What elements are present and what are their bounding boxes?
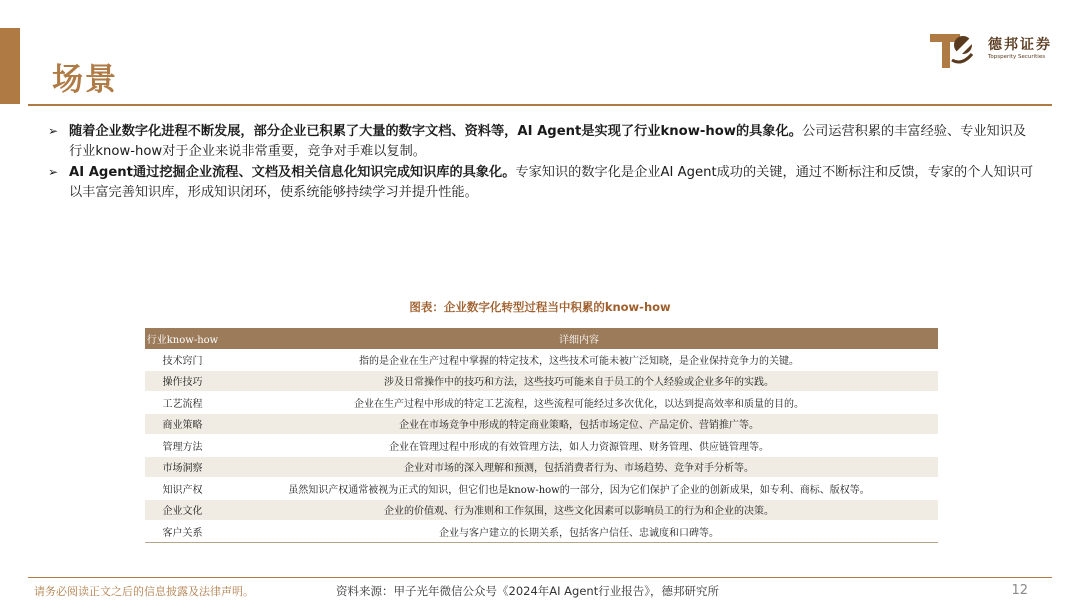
bullet-text: 公司运营积累的丰富经验、专业知识及行业know-how对于企业来说非常重要，竞争对手难以复制。 (69, 124, 1027, 159)
bullet-item (48, 163, 1038, 202)
bullet-text: 专家知识的数字化是企业AI Agent成功的关键，通过不断标注和反馈，专家的个人知识可以丰富完善知识库，形成知识闭环，使系统能够持续学习并提升性能。 (69, 165, 1034, 200)
bullet-bold-text: AI Agent通过挖掘企业流程、文档及相关信息化知识完成知识库的具象化。 (69, 165, 516, 180)
company-logo (930, 30, 1060, 72)
category-cell: 市场洞察 (145, 456, 220, 478)
logo-name-cn: 德邦证券 (988, 37, 1052, 53)
table-header-row (145, 328, 938, 349)
figure-caption: 图表：企业数字化转型过程当中积累的know-how (409, 300, 671, 314)
category-cell: 客户关系 (145, 521, 220, 543)
category-cell: 管理方法 (145, 435, 220, 457)
page-title: 场景 (52, 62, 118, 98)
table-row (145, 478, 938, 500)
logo-mark-icon (930, 30, 976, 70)
detail-cell: 企业对市场的深入理解和预测，包括消费者行为、市场趋势、竞争对手分析等。 (220, 456, 938, 478)
footer-divider (28, 577, 1052, 578)
detail-cell: 企业在管理过程中形成的有效管理方法，如人力资源管理、财务管理、供应链管理等。 (220, 435, 938, 457)
category-cell: 商业策略 (145, 413, 220, 435)
bullet-list (48, 122, 1038, 204)
table-row (145, 413, 938, 435)
category-cell: 操作技巧 (145, 370, 220, 392)
category-cell: 技术窍门 (145, 349, 220, 370)
footer-source: 资料来源：甲子光年微信公众号《2024年AI Agent行业报告》，德邦研究所 (336, 584, 719, 598)
table-row (145, 349, 938, 370)
table-row (145, 456, 938, 478)
detail-cell: 企业的价值观、行为准则和工作氛围，这些文化因素可以影响员工的行为和企业的决策。 (220, 499, 938, 521)
detail-cell: 虽然知识产权通常被视为正式的知识，但它们也是know-how的一部分，因为它们保护了企业的创新成果，如专利、商标、版权等。 (220, 478, 938, 500)
title-divider (28, 104, 1052, 106)
category-cell: 企业文化 (145, 499, 220, 521)
table-row (145, 521, 938, 543)
detail-cell: 企业在市场竞争中形成的特定商业策略，包括市场定位、产品定价、营销推广等。 (220, 413, 938, 435)
arrow-bullet-icon: ➢ (48, 165, 59, 179)
detail-cell: 企业在生产过程中形成的特定工艺流程，这些流程可能经过多次优化，以达到提高效率和质量的目的。 (220, 392, 938, 414)
column-header: 详细内容 (220, 328, 938, 349)
logo-name-en: Topsperity Securities (988, 54, 1046, 60)
table-row (145, 499, 938, 521)
table-row (145, 435, 938, 457)
footer-disclaimer: 请务必阅读正文之后的信息披露及法律声明。 (34, 585, 254, 598)
arrow-bullet-icon: ➢ (48, 124, 59, 138)
category-cell: 知识产权 (145, 478, 220, 500)
title-accent-bar (0, 28, 20, 104)
column-header: 行业know-how (145, 328, 220, 349)
table-row (145, 370, 938, 392)
detail-cell: 企业与客户建立的长期关系，包括客户信任、忠诚度和口碑等。 (220, 521, 938, 543)
page-number: 12 (1011, 583, 1028, 598)
bullet-item (48, 122, 1038, 161)
table-row (145, 392, 938, 414)
bullet-bold-text: 随着企业数字化进程不断发展，部分企业已积累了大量的数字文档、资料等，AI Agent是实现了行业know-how的具象化。 (69, 124, 802, 139)
detail-cell: 指的是企业在生产过程中掌握的特定技术，这些技术可能未被广泛知晓，是企业保持竞争力的关键。 (220, 349, 938, 370)
category-cell: 工艺流程 (145, 392, 220, 414)
know-how-table (145, 328, 938, 543)
detail-cell: 涉及日常操作中的技巧和方法，这些技巧可能来自于员工的个人经验或企业多年的实践。 (220, 370, 938, 392)
